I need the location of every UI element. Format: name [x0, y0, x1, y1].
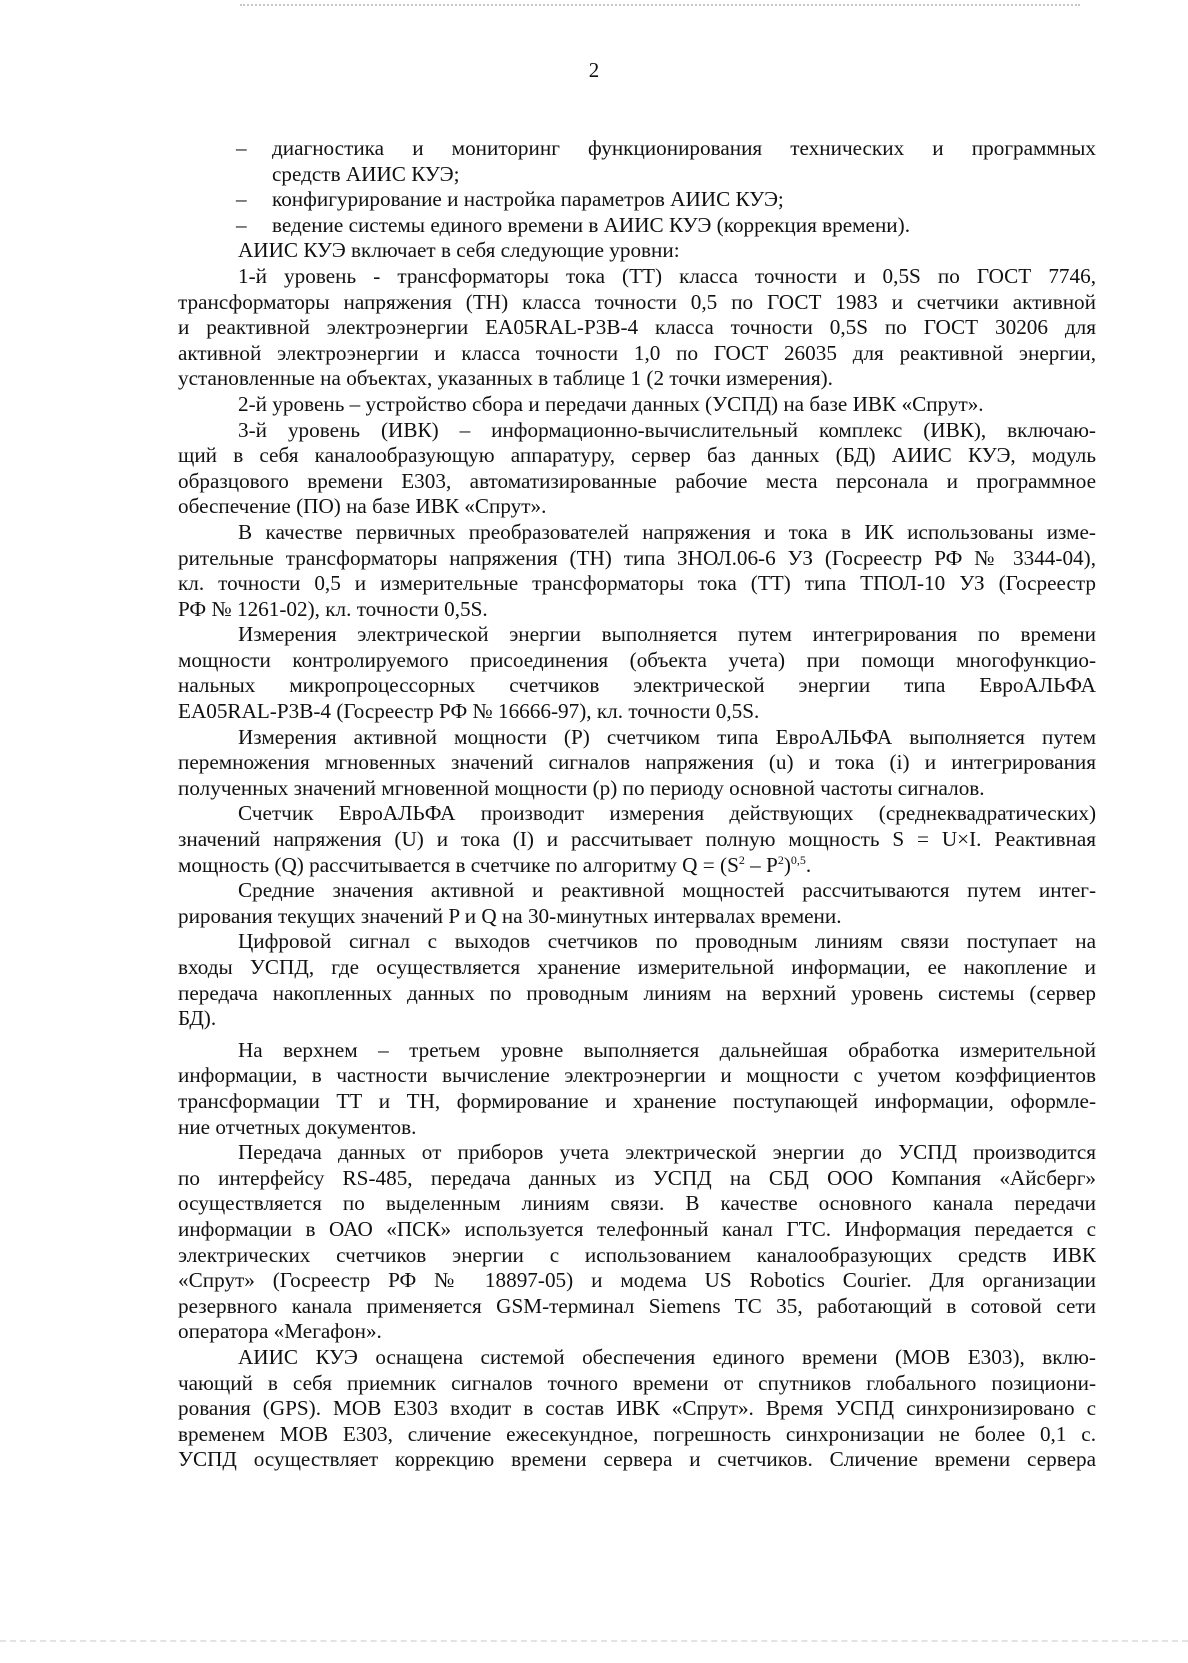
- text-line: РФ № 1261-02), кл. точности 0,5S.: [178, 596, 488, 621]
- paragraph-upper-level: На верхнем – третьем уровне выполняется дальнейшая обработка измерительной: [238, 1037, 1096, 1062]
- text-line: УСПД осуществляет коррекцию времени сервера и счетчиков. Сличение времени сервера: [178, 1447, 1096, 1472]
- bullet-item: [178, 213, 1096, 239]
- text-line: образцового времени Е303, автоматизированные рабочие места персонала и программное: [178, 468, 1096, 493]
- paragraph-time-system: АИИС КУЭ оснащена системой обеспечения единого времени (МОВ Е303), вклю-: [238, 1344, 1096, 1369]
- bullet-text: диагностика и мониторинг функционирования технических и программных: [272, 136, 1096, 160]
- document-body: [178, 136, 1096, 1473]
- text-line: ние отчетных документов.: [178, 1114, 417, 1139]
- bullet-continuation: средств АИИС КУЭ;: [272, 161, 460, 186]
- text-line: мощности контролируемого присоединения (объекта учета) при помощи многофункцио-: [178, 647, 1096, 672]
- text-line: рирования текущих значений P и Q на 30-минутных интервалах времени.: [178, 903, 842, 928]
- paragraph-digital-signal: Цифровой сигнал с выходов счетчиков по проводным линиям связи поступает на: [238, 929, 1096, 954]
- bullet-item: [178, 187, 1096, 213]
- text-line: и реактивной электроэнергии EA05RAL-P3B-4 класса точности 0,5S по ГОСТ 30206 для: [178, 315, 1096, 340]
- text-line: перемножения мгновенных значений сигналов напряжения (u) и тока (i) и интегрирования: [178, 750, 1096, 775]
- text-line: по интерфейсу RS-485, передача данных из УСПД на СБД ООО Компания «Айсберг»: [178, 1165, 1096, 1190]
- text-line: рительные трансформаторы напряжения (ТН) типа ЗНОЛ.06-6 УЗ (Госреестр РФ № 3344-04),: [178, 545, 1096, 570]
- text-line: полученных значений мгновенной мощности (p) по периоду основной частоты сигналов.: [178, 775, 985, 800]
- paragraph-levels-intro: АИИС КУЭ включает в себя следующие уровни:: [238, 238, 680, 263]
- bullet-item: [178, 136, 1096, 162]
- text-line: передача накопленных данных по проводным линиям на верхний уровень системы (сервер: [178, 980, 1096, 1005]
- bullet-text: конфигурирование и настройка параметров АИИС КУЭ;: [272, 187, 784, 212]
- text-line: информации, в частности вычисление электроэнергии и мощности с учетом коэффициентов: [178, 1063, 1096, 1088]
- text-line: трансформации ТТ и ТН, формирование и хранение поступающей информации, оформле-: [178, 1088, 1096, 1113]
- formula-text: .: [805, 852, 812, 877]
- text-line: рования (GPS). МОВ Е303 входит в состав ИВК «Спрут». Время УСПД синхронизировано с: [178, 1396, 1096, 1421]
- paragraph-level-2: 2-й уровень – устройство сбора и передачи данных (УСПД) на базе ИВК «Спрут».: [238, 391, 984, 416]
- scan-artifact-bottom: [0, 1640, 1188, 1646]
- text-line: БД).: [178, 1006, 217, 1031]
- bullet-dash: –: [236, 212, 247, 237]
- bullet-dash: –: [236, 136, 247, 160]
- text-line: оператора «Мегафон».: [178, 1319, 382, 1344]
- page-number: 2: [588, 58, 600, 82]
- scan-artifact-top: [240, 4, 1080, 12]
- text-line: значений напряжения (U) и тока (I) и рассчитывает полную мощность S = U×I. Реактивная: [178, 827, 1096, 852]
- text-line: установленные на объектах, указанных в таблице 1 (2 точки измерения).: [178, 366, 833, 391]
- formula-line: [178, 853, 1096, 879]
- bullet-dash: –: [236, 187, 247, 212]
- text-line: чающий в себя приемник сигналов точного времени от спутников глобального позициони-: [178, 1370, 1096, 1395]
- text-line: обеспечение (ПО) на базе ИВК «Спрут».: [178, 494, 547, 519]
- formula-text: – P: [744, 852, 778, 877]
- bullet-text: ведение системы единого времени в АИИС КУЭ (коррекция времени).: [272, 212, 910, 237]
- text-line: «Спрут» (Госреестр РФ № 18897-05) и модема US Robotics Courier. Для организации: [178, 1268, 1096, 1293]
- paragraph-average-values: Средние значения активной и реактивной мощностей рассчитываются путем интег-: [238, 878, 1096, 903]
- paragraph-transformers: В качестве первичных преобразователей напряжения и тока в ИК использованы изме-: [238, 519, 1096, 544]
- formula-text: мощность (Q) рассчитывается в счетчике по алгоритму Q = (S: [178, 852, 739, 877]
- text-line: ЕА05RAL-P3B-4 (Госреестр РФ № 16666-97), кл. точности 0,5S.: [178, 699, 760, 724]
- paragraph-euroalpha-measurement: Счетчик ЕвроАЛЬФА производит измерения действующих (среднеквадратических): [238, 801, 1096, 826]
- text-line: активной электроэнергии и класса точности 1,0 по ГОСТ 26035 для реактивной энергии,: [178, 340, 1096, 365]
- text-line: резервного канала применяется GSM-терминал Siemens TC 35, работающий в сотовой сети: [178, 1293, 1096, 1318]
- text-line: входы УСПД, где осуществляется хранение измерительной информации, ее накопление и: [178, 955, 1096, 979]
- text-line: щий в себя каналообразующую аппаратуру, сервер баз данных (БД) АИИС КУЭ, модуль: [178, 443, 1096, 468]
- text-line: информации в ОАО «ПСК» используется телефонный канал ГТС. Информация передается с: [178, 1216, 1096, 1241]
- paragraph-energy-measurement: Измерения электрической энергии выполняется путем интегрирования по времени: [238, 622, 1096, 647]
- formula-exponent: 0,5: [790, 852, 806, 867]
- paragraph-level-1: 1-й уровень - трансформаторы тока (ТТ) класса точности и 0,5S по ГОСТ 7746,: [238, 263, 1096, 288]
- text-line: осуществляется по выделенным линиям связи. В качестве основного канала передачи: [178, 1191, 1096, 1216]
- text-line: нальных микропроцессорных счетчиков электрической энергии типа ЕвроАЛЬФА: [178, 673, 1096, 698]
- text-line: трансформаторы напряжения (ТН) класса точности 0,5 по ГОСТ 1983 и счетчики активной: [178, 289, 1096, 314]
- formula-text: ): [783, 852, 791, 877]
- paragraph-data-transfer: Передача данных от приборов учета электрической энергии до УСПД производится: [238, 1140, 1096, 1165]
- text-line: электрических счетчиков энергии с использованием каналообразующих средств ИВК: [178, 1242, 1096, 1267]
- formula-exponent: 2: [738, 852, 745, 867]
- text-line: кл. точности 0,5 и измерительные трансформаторы тока (ТТ) типа ТПОЛ-10 УЗ (Госреестр: [178, 571, 1096, 596]
- formula-exponent: 2: [777, 852, 784, 867]
- paragraph-active-power: Измерения активной мощности (Р) счетчиком типа ЕвроАЛЬФА выполняется путем: [238, 724, 1096, 749]
- text-line: временем МОВ Е303, сличение ежесекундное, погрешность синхронизации не более 0,1 с.: [178, 1421, 1096, 1446]
- paragraph-level-3: 3-й уровень (ИВК) – информационно-вычислительный комплекс (ИВК), включаю-: [238, 417, 1096, 442]
